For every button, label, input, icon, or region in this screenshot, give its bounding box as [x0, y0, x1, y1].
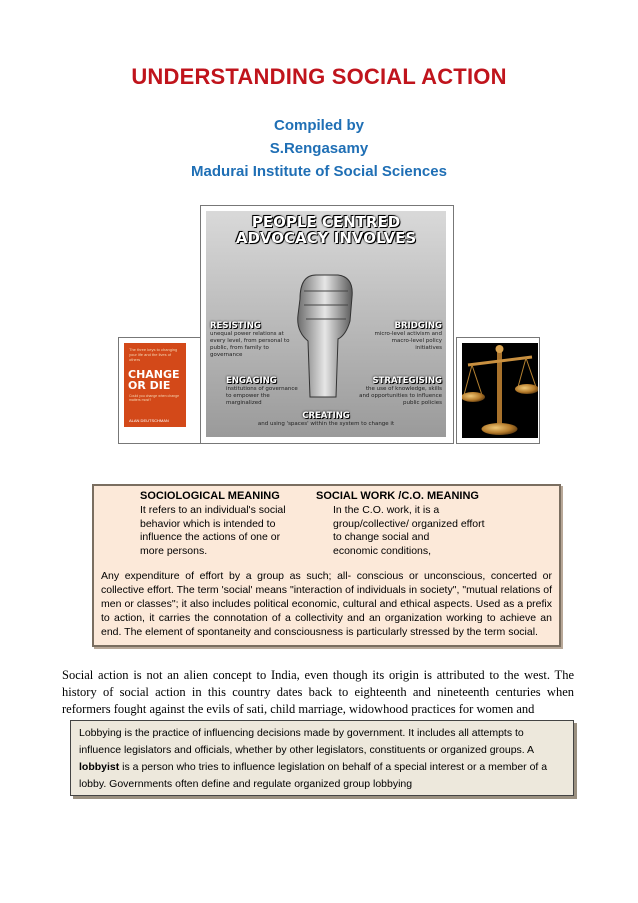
social-work-meaning-text: In the C.O. work, it is a group/collective/ organized effort to change social and economic conditions,	[333, 504, 485, 557]
scales-of-justice-image	[462, 343, 538, 438]
lobbying-box	[70, 720, 574, 796]
meaning-box	[92, 484, 561, 647]
poster-item-creating: CREATING and using 'spaces' within the system to change it	[257, 411, 395, 427]
lobbying-text-start: Lobbying is the practice of influencing decisions made by government. It includes all attempts to influence legislators and officials, whether by other legislators, constituents or organized groups. A	[79, 727, 534, 756]
book-subtitle: Could you change when change matters most?	[129, 394, 180, 402]
social-action-definition: Any expenditure of effort by a group as such; all- conscious or unconscious, concerted or collective effort. The term 'social' means "interaction of individuals in society", "mutual relations of men or classes"; it also includes political economic, cultural and ethical aspects. Used as a prefix to action, it carries the connotation of a collectivity and an organization working to achieve an end. The element of spontaneity and consciousness is particularly stressed by the term social.	[101, 570, 552, 638]
book-author: ALAN DEUTSCHMAN	[129, 418, 169, 423]
institute-name: Madurai Institute of Social Sciences	[191, 163, 447, 180]
change-or-die-book-cover	[124, 343, 186, 427]
advocacy-poster-image	[206, 211, 446, 437]
social-work-meaning-heading: SOCIAL WORK /C.O. MEANING	[316, 490, 479, 502]
lobbying-text-end: is a person who tries to influence legislation on behalf of a special interest or a member of a lobby. Governments often define and regulate organized group lobbying	[79, 761, 548, 790]
compiled-by-label: Compiled by	[273, 117, 364, 134]
poster-heading: PEOPLE CENTRED ADVOCACY INVOLVES	[235, 213, 417, 247]
scales-icon	[462, 343, 538, 438]
book-title: CHANGE OR DIE	[128, 368, 180, 392]
poster-item-engaging: ENGAGING institutions of governance to empower the marginalized	[226, 376, 298, 406]
sociological-meaning-heading: SOCIOLOGICAL MEANING	[140, 490, 280, 502]
page-title: UNDERSTANDING SOCIAL ACTION	[131, 64, 507, 89]
poster-item-strategising: STRATEGISING the use of knowledge, skills and opportunities to influence public policies	[359, 376, 442, 406]
author-name: S.Rengasamy	[269, 140, 369, 157]
poster-item-resisting: RESISTING unequal power relations at every level, from personal to public, from family to governance	[210, 321, 290, 358]
sociological-meaning-text: It refers to an individual's social behavior which is intended to influence the actions of one or more persons.	[140, 504, 286, 557]
body-paragraph: Social action is not an alien concept to India, even though its origin is attributed to the west. The history of social action in this country dates back to eighteenth and nineteenth centuries when reformers fought against the evils of sati, child marriage, widowhood practices for women and	[62, 668, 574, 716]
book-top-text: The three keys to changing your life and the lives of others	[129, 347, 178, 362]
lobbyist-term: lobbyist	[79, 761, 120, 773]
poster-item-bridging: BRIDGING micro-level activism and macro-level policy initiatives	[374, 321, 442, 351]
